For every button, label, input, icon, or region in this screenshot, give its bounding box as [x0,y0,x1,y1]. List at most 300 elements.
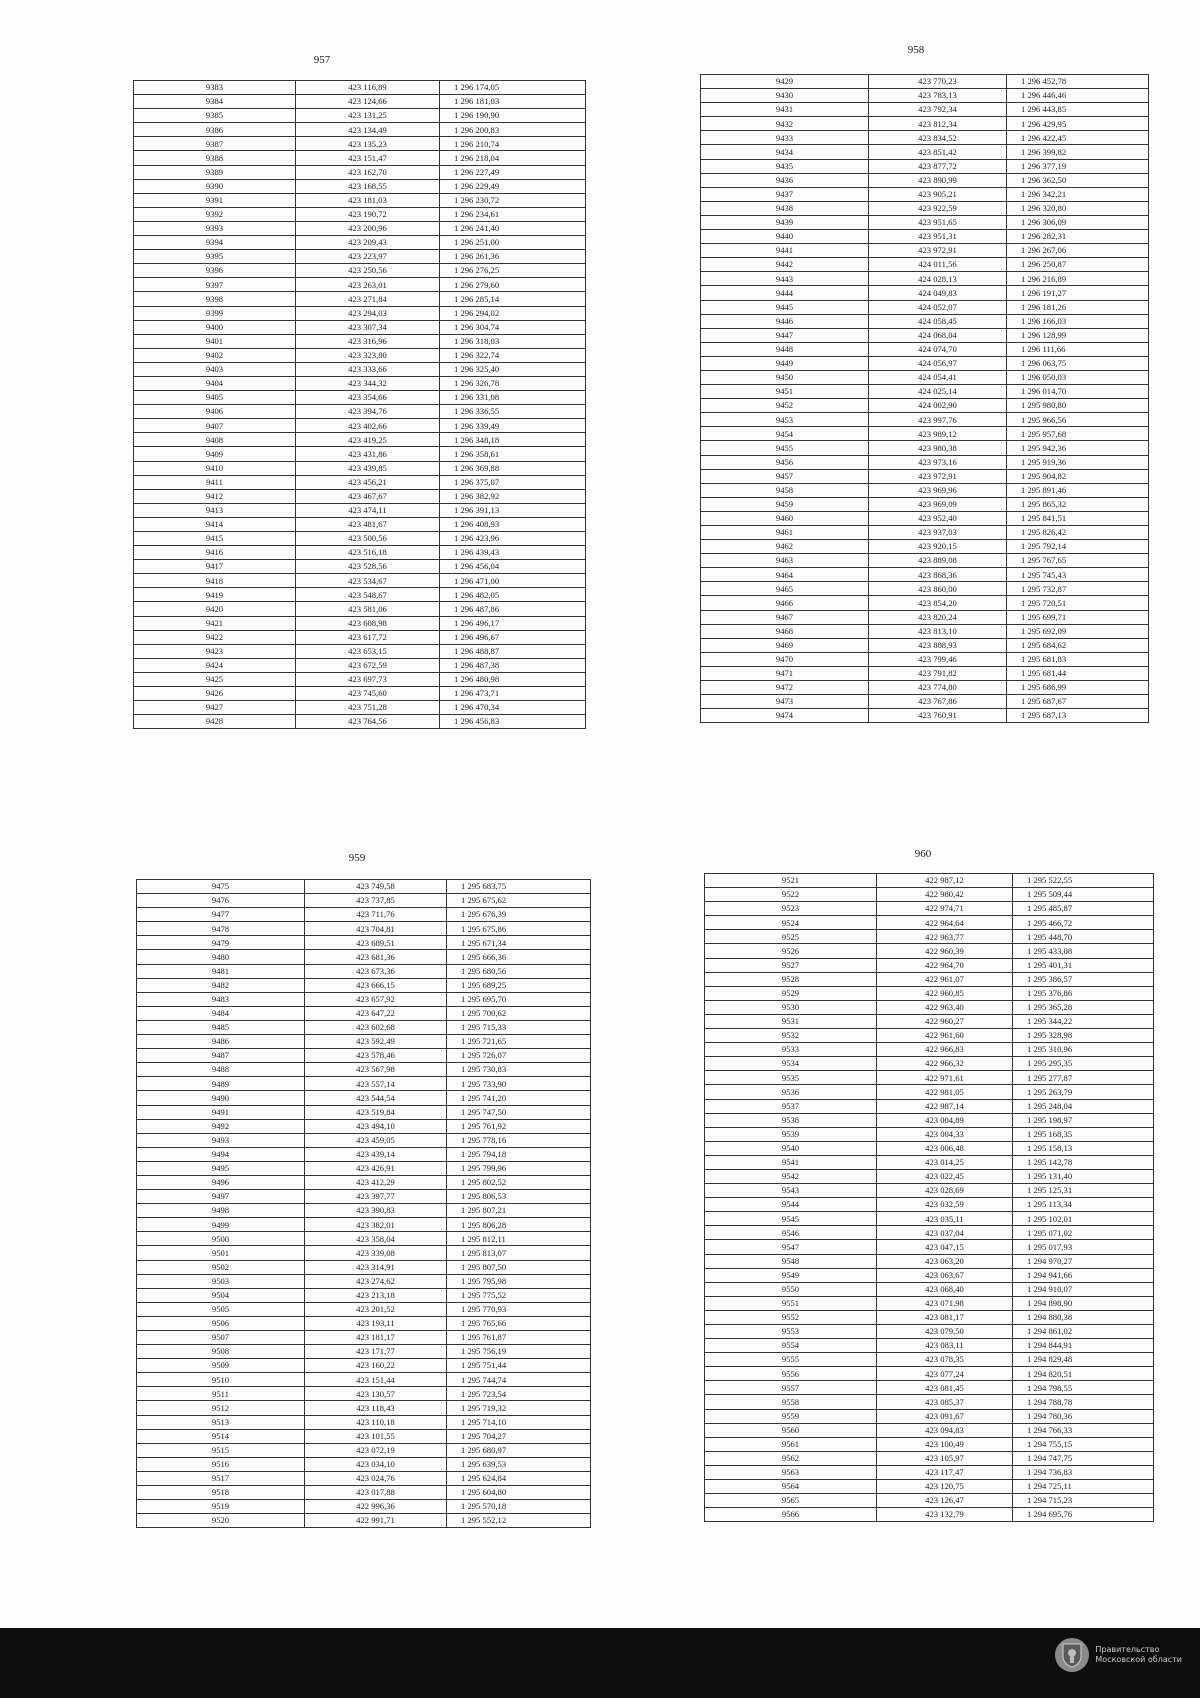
x-coordinate-cell: 423 162,70 [296,165,440,179]
x-coordinate-cell: 423 014,25 [877,1155,1013,1169]
y-coordinate-cell: 1 295 751,44 [447,1359,591,1373]
table-row [701,328,1149,342]
x-coordinate-cell: 423 193,11 [305,1316,447,1330]
y-coordinate-cell: 1 295 675,86 [447,922,591,936]
point-number-cell: 9466 [701,596,869,610]
y-coordinate-cell: 1 295 806,28 [447,1218,591,1232]
point-number-cell: 9485 [137,1020,305,1034]
x-coordinate-cell: 423 751,28 [296,701,440,715]
table-row [134,461,586,475]
point-number-cell: 9436 [701,173,869,187]
y-coordinate-cell: 1 296 320,80 [1007,201,1149,215]
x-coordinate-cell: 423 135,23 [296,137,440,151]
point-number-cell: 9562 [705,1451,877,1465]
y-coordinate-cell: 1 296 439,43 [440,546,586,560]
table-row [134,292,586,306]
x-coordinate-cell: 423 151,44 [305,1373,447,1387]
table-row [701,159,1149,173]
table-row [705,1465,1154,1479]
x-coordinate-cell: 423 500,56 [296,532,440,546]
y-coordinate-cell: 1 295 807,50 [447,1260,591,1274]
point-number-cell: 9423 [134,644,296,658]
x-coordinate-cell: 423 764,56 [296,715,440,729]
coordinates-table-960 [704,873,1154,1522]
point-number-cell: 9531 [705,1014,877,1028]
table-row [701,666,1149,680]
point-number-cell: 9415 [134,532,296,546]
point-number-cell: 9519 [137,1500,305,1514]
point-number-cell: 9396 [134,264,296,278]
table-row [137,1500,591,1514]
y-coordinate-cell: 1 295 686,99 [1007,681,1149,695]
table-row [134,264,586,278]
coordinates-table-957 [133,80,586,729]
x-coordinate-cell: 423 548,67 [296,588,440,602]
y-coordinate-cell: 1 295 714,10 [447,1415,591,1429]
y-coordinate-cell: 1 296 285,14 [440,292,586,306]
x-coordinate-cell: 423 617,72 [296,630,440,644]
table-row [701,145,1149,159]
x-coordinate-cell: 423 889,08 [869,554,1007,568]
table-row [137,1020,591,1034]
y-coordinate-cell: 1 295 158,13 [1013,1141,1154,1155]
x-coordinate-cell: 423 851,42 [869,145,1007,159]
table-row [701,497,1149,511]
y-coordinate-cell: 1 296 377,19 [1007,159,1149,173]
point-number-cell: 9427 [134,701,296,715]
x-coordinate-cell: 423 037,04 [877,1226,1013,1240]
table-row [705,944,1154,958]
x-coordinate-cell: 423 130,57 [305,1387,447,1401]
table-row [134,207,586,221]
table-row [705,1212,1154,1226]
table-row [705,1184,1154,1198]
table-row [137,1316,591,1330]
y-coordinate-cell: 1 296 325,40 [440,362,586,376]
y-coordinate-cell: 1 295 125,31 [1013,1184,1154,1198]
x-coordinate-cell: 423 689,51 [305,936,447,950]
y-coordinate-cell: 1 296 443,85 [1007,103,1149,117]
point-number-cell: 9548 [705,1254,877,1268]
table-row [137,1514,591,1528]
table-row [137,1147,591,1161]
x-coordinate-cell: 423 578,46 [305,1049,447,1063]
point-number-cell: 9522 [705,888,877,902]
point-number-cell: 9491 [137,1105,305,1119]
y-coordinate-cell: 1 296 282,31 [1007,230,1149,244]
y-coordinate-cell: 1 296 276,25 [440,264,586,278]
point-number-cell: 9386 [134,123,296,137]
y-coordinate-cell: 1 296 471,00 [440,574,586,588]
x-coordinate-cell: 423 116,89 [296,81,440,95]
point-number-cell: 9445 [701,300,869,314]
point-number-cell: 9418 [134,574,296,588]
y-coordinate-cell: 1 295 522,55 [1013,874,1154,888]
x-coordinate-cell: 423 126,47 [877,1494,1013,1508]
y-coordinate-cell: 1 296 408,93 [440,517,586,531]
x-coordinate-cell: 423 213,18 [305,1288,447,1302]
government-logo [1055,1638,1182,1672]
point-number-cell: 9437 [701,187,869,201]
x-coordinate-cell: 422 991,71 [305,1514,447,1528]
table-row [705,1494,1154,1508]
y-coordinate-cell: 1 295 666,36 [447,950,591,964]
x-coordinate-cell: 423 820,24 [869,610,1007,624]
y-coordinate-cell: 1 294 829,48 [1013,1353,1154,1367]
point-number-cell: 9474 [701,709,869,723]
y-coordinate-cell: 1 296 456,83 [440,715,586,729]
x-coordinate-cell: 423 344,32 [296,376,440,390]
y-coordinate-cell: 1 296 429,95 [1007,117,1149,131]
y-coordinate-cell: 1 296 336,55 [440,405,586,419]
point-number-cell: 9458 [701,483,869,497]
y-coordinate-cell: 1 296 294,02 [440,306,586,320]
x-coordinate-cell: 423 333,66 [296,362,440,376]
table-row [701,568,1149,582]
point-number-cell: 9508 [137,1345,305,1359]
y-coordinate-cell: 1 295 466,72 [1013,916,1154,930]
y-coordinate-cell: 1 294 898,90 [1013,1296,1154,1310]
x-coordinate-cell: 423 877,72 [869,159,1007,173]
x-coordinate-cell: 423 323,80 [296,348,440,362]
y-coordinate-cell: 1 296 480,98 [440,672,586,686]
point-number-cell: 9539 [705,1127,877,1141]
x-coordinate-cell: 423 681,36 [305,950,447,964]
table-row [134,630,586,644]
point-number-cell: 9452 [701,399,869,413]
point-number-cell: 9403 [134,362,296,376]
x-coordinate-cell: 423 602,68 [305,1020,447,1034]
y-coordinate-cell: 1 295 386,57 [1013,972,1154,986]
x-coordinate-cell: 423 812,34 [869,117,1007,131]
page-number-960: 960 [914,848,932,860]
x-coordinate-cell: 422 961,07 [877,972,1013,986]
x-coordinate-cell: 423 132,79 [877,1508,1013,1522]
x-coordinate-cell: 424 058,45 [869,314,1007,328]
x-coordinate-cell: 423 972,91 [869,244,1007,258]
point-number-cell: 9422 [134,630,296,644]
x-coordinate-cell: 423 339,08 [305,1246,447,1260]
point-number-cell: 9387 [134,137,296,151]
x-coordinate-cell: 423 657,92 [305,992,447,1006]
point-number-cell: 9399 [134,306,296,320]
y-coordinate-cell: 1 295 715,33 [447,1020,591,1034]
y-coordinate-cell: 1 294 798,55 [1013,1381,1154,1395]
x-coordinate-cell: 423 997,76 [869,413,1007,427]
point-number-cell: 9397 [134,278,296,292]
point-number-cell: 9486 [137,1035,305,1049]
point-number-cell: 9533 [705,1043,877,1057]
y-coordinate-cell: 1 295 376,86 [1013,986,1154,1000]
point-number-cell: 9565 [705,1494,877,1508]
x-coordinate-cell: 423 467,67 [296,489,440,503]
point-number-cell: 9467 [701,610,869,624]
y-coordinate-cell: 1 295 767,65 [1007,554,1149,568]
page-number-957: 957 [313,54,331,66]
x-coordinate-cell: 423 951,31 [869,230,1007,244]
table-row [134,334,586,348]
table-row [137,1331,591,1345]
x-coordinate-cell: 423 431,86 [296,447,440,461]
table-row [137,1288,591,1302]
table-row [705,1296,1154,1310]
table-row [705,1310,1154,1324]
y-coordinate-cell: 1 295 071,02 [1013,1226,1154,1240]
y-coordinate-cell: 1 296 227,49 [440,165,586,179]
point-number-cell: 9407 [134,419,296,433]
table-row [705,1226,1154,1240]
y-coordinate-cell: 1 295 756,19 [447,1345,591,1359]
y-coordinate-cell: 1 296 496,17 [440,616,586,630]
point-number-cell: 9460 [701,511,869,525]
x-coordinate-cell: 422 961,60 [877,1029,1013,1043]
table-row [705,1423,1154,1437]
x-coordinate-cell: 423 006,48 [877,1141,1013,1155]
point-number-cell: 9487 [137,1049,305,1063]
x-coordinate-cell: 423 004,33 [877,1127,1013,1141]
table-row [705,1353,1154,1367]
table-row [705,1437,1154,1451]
point-number-cell: 9515 [137,1443,305,1457]
point-number-cell: 9564 [705,1480,877,1494]
y-coordinate-cell: 1 294 880,38 [1013,1310,1154,1324]
point-number-cell: 9454 [701,427,869,441]
x-coordinate-cell: 423 081,45 [877,1381,1013,1395]
table-row [705,1451,1154,1465]
y-coordinate-cell: 1 295 552,12 [447,1514,591,1528]
point-number-cell: 9451 [701,385,869,399]
y-coordinate-cell: 1 296 342,21 [1007,187,1149,201]
y-coordinate-cell: 1 295 113,34 [1013,1198,1154,1212]
table-row [137,1387,591,1401]
x-coordinate-cell: 423 528,56 [296,560,440,574]
y-coordinate-cell: 1 296 190,90 [440,109,586,123]
y-coordinate-cell: 1 296 251,00 [440,236,586,250]
table-row [701,370,1149,384]
x-coordinate-cell: 422 963,40 [877,1000,1013,1014]
y-coordinate-cell: 1 294 970,27 [1013,1254,1154,1268]
point-number-cell: 9557 [705,1381,877,1395]
x-coordinate-cell: 423 951,65 [869,215,1007,229]
x-coordinate-cell: 423 592,49 [305,1035,447,1049]
y-coordinate-cell: 1 295 680,97 [447,1443,591,1457]
table-row [701,117,1149,131]
point-number-cell: 9433 [701,131,869,145]
point-number-cell: 9503 [137,1274,305,1288]
table-row [701,286,1149,300]
point-number-cell: 9559 [705,1409,877,1423]
point-number-cell: 9537 [705,1099,877,1113]
table-row [137,992,591,1006]
x-coordinate-cell: 423 860,00 [869,582,1007,596]
point-number-cell: 9535 [705,1071,877,1085]
x-coordinate-cell: 423 544,54 [305,1091,447,1105]
x-coordinate-cell: 423 068,40 [877,1282,1013,1296]
y-coordinate-cell: 1 296 063,75 [1007,356,1149,370]
table-row [137,1471,591,1485]
y-coordinate-cell: 1 295 604,80 [447,1486,591,1500]
table-row [701,540,1149,554]
table-row [705,1000,1154,1014]
point-number-cell: 9502 [137,1260,305,1274]
y-coordinate-cell: 1 295 747,50 [447,1105,591,1119]
point-number-cell: 9434 [701,145,869,159]
y-coordinate-cell: 1 294 910,07 [1013,1282,1154,1296]
y-coordinate-cell: 1 296 050,03 [1007,370,1149,384]
table-row [137,1373,591,1387]
x-coordinate-cell: 422 966,32 [877,1057,1013,1071]
y-coordinate-cell: 1 295 806,53 [447,1190,591,1204]
x-coordinate-cell: 423 063,67 [877,1268,1013,1282]
table-row [705,1395,1154,1409]
x-coordinate-cell: 423 201,52 [305,1302,447,1316]
table-row [134,362,586,376]
y-coordinate-cell: 1 294 788,78 [1013,1395,1154,1409]
point-number-cell: 9429 [701,75,869,89]
point-number-cell: 9479 [137,936,305,950]
point-number-cell: 9542 [705,1169,877,1183]
point-number-cell: 9406 [134,405,296,419]
table-row [134,236,586,250]
x-coordinate-cell: 423 519,84 [305,1105,447,1119]
table-row [705,916,1154,930]
y-coordinate-cell: 1 295 295,35 [1013,1057,1154,1071]
point-number-cell: 9439 [701,215,869,229]
table-row [701,526,1149,540]
table-row [134,250,586,264]
point-number-cell: 9470 [701,652,869,666]
table-row [701,215,1149,229]
table-row [134,574,586,588]
table-row [701,554,1149,568]
y-coordinate-cell: 1 295 700,62 [447,1006,591,1020]
point-number-cell: 9388 [134,151,296,165]
x-coordinate-cell: 423 316,96 [296,334,440,348]
point-number-cell: 9393 [134,221,296,235]
point-number-cell: 9424 [134,658,296,672]
x-coordinate-cell: 423 969,96 [869,483,1007,497]
x-coordinate-cell: 423 072,19 [305,1443,447,1457]
x-coordinate-cell: 423 711,76 [305,908,447,922]
table-row [134,687,586,701]
point-number-cell: 9469 [701,638,869,652]
y-coordinate-cell: 1 295 721,65 [447,1035,591,1049]
table-row [701,230,1149,244]
y-coordinate-cell: 1 295 919,36 [1007,455,1149,469]
x-coordinate-cell: 423 760,91 [869,709,1007,723]
point-number-cell: 9478 [137,922,305,936]
y-coordinate-cell: 1 295 687,13 [1007,709,1149,723]
table-row [137,1457,591,1471]
y-coordinate-cell: 1 296 014,70 [1007,385,1149,399]
y-coordinate-cell: 1 296 470,34 [440,701,586,715]
y-coordinate-cell: 1 295 745,43 [1007,568,1149,582]
x-coordinate-cell: 423 081,17 [877,1310,1013,1324]
x-coordinate-cell: 423 922,59 [869,201,1007,215]
y-coordinate-cell: 1 295 980,80 [1007,399,1149,413]
table-row [134,95,586,109]
y-coordinate-cell: 1 295 681,83 [1007,652,1149,666]
y-coordinate-cell: 1 294 695,76 [1013,1508,1154,1522]
point-number-cell: 9448 [701,342,869,356]
x-coordinate-cell: 423 028,69 [877,1184,1013,1198]
x-coordinate-cell: 423 767,86 [869,695,1007,709]
x-coordinate-cell: 423 271,84 [296,292,440,306]
x-coordinate-cell: 423 456,21 [296,475,440,489]
x-coordinate-cell: 423 672,59 [296,658,440,672]
y-coordinate-cell: 1 295 692,09 [1007,624,1149,638]
x-coordinate-cell: 422 987,12 [877,874,1013,888]
table-row [701,681,1149,695]
point-number-cell: 9518 [137,1486,305,1500]
x-coordinate-cell: 423 151,47 [296,151,440,165]
y-coordinate-cell: 1 296 423,96 [440,532,586,546]
point-number-cell: 9496 [137,1175,305,1189]
y-coordinate-cell: 1 295 017,93 [1013,1240,1154,1254]
table-row [137,1204,591,1218]
y-coordinate-cell: 1 296 452,78 [1007,75,1149,89]
y-coordinate-cell: 1 296 362,50 [1007,173,1149,187]
y-coordinate-cell: 1 295 826,42 [1007,526,1149,540]
y-coordinate-cell: 1 295 699,71 [1007,610,1149,624]
x-coordinate-cell: 424 049,83 [869,286,1007,300]
point-number-cell: 9538 [705,1113,877,1127]
y-coordinate-cell: 1 295 770,93 [447,1302,591,1316]
table-row [705,1099,1154,1113]
y-coordinate-cell: 1 296 250,87 [1007,258,1149,272]
table-row [137,1429,591,1443]
point-number-cell: 9524 [705,916,877,930]
x-coordinate-cell: 423 100,49 [877,1437,1013,1451]
x-coordinate-cell: 423 024,76 [305,1471,447,1485]
y-coordinate-cell: 1 296 382,92 [440,489,586,503]
point-number-cell: 9457 [701,469,869,483]
y-coordinate-cell: 1 295 570,18 [447,1500,591,1514]
x-coordinate-cell: 423 972,91 [869,469,1007,483]
table-row [134,644,586,658]
point-number-cell: 9472 [701,681,869,695]
point-number-cell: 9385 [134,109,296,123]
y-coordinate-cell: 1 295 689,25 [447,978,591,992]
x-coordinate-cell: 423 673,36 [305,964,447,978]
table-row [705,1169,1154,1183]
point-number-cell: 9509 [137,1359,305,1373]
table-row [137,1035,591,1049]
table-row [137,964,591,978]
table-row [705,1113,1154,1127]
y-coordinate-cell: 1 295 719,32 [447,1401,591,1415]
table-row [701,582,1149,596]
y-coordinate-cell: 1 295 684,62 [1007,638,1149,652]
table-row [705,888,1154,902]
table-row [701,610,1149,624]
table-row [701,103,1149,117]
point-number-cell: 9546 [705,1226,877,1240]
x-coordinate-cell: 423 439,85 [296,461,440,475]
y-coordinate-cell: 1 295 624,84 [447,1471,591,1485]
point-number-cell: 9556 [705,1367,877,1381]
table-row [705,1367,1154,1381]
table-row [705,1325,1154,1339]
y-coordinate-cell: 1 295 680,56 [447,964,591,978]
x-coordinate-cell: 422 987,14 [877,1099,1013,1113]
y-coordinate-cell: 1 294 715,23 [1013,1494,1154,1508]
y-coordinate-cell: 1 296 399,82 [1007,145,1149,159]
point-number-cell: 9414 [134,517,296,531]
x-coordinate-cell: 424 011,56 [869,258,1007,272]
x-coordinate-cell: 423 534,67 [296,574,440,588]
x-coordinate-cell: 423 567,98 [305,1063,447,1077]
